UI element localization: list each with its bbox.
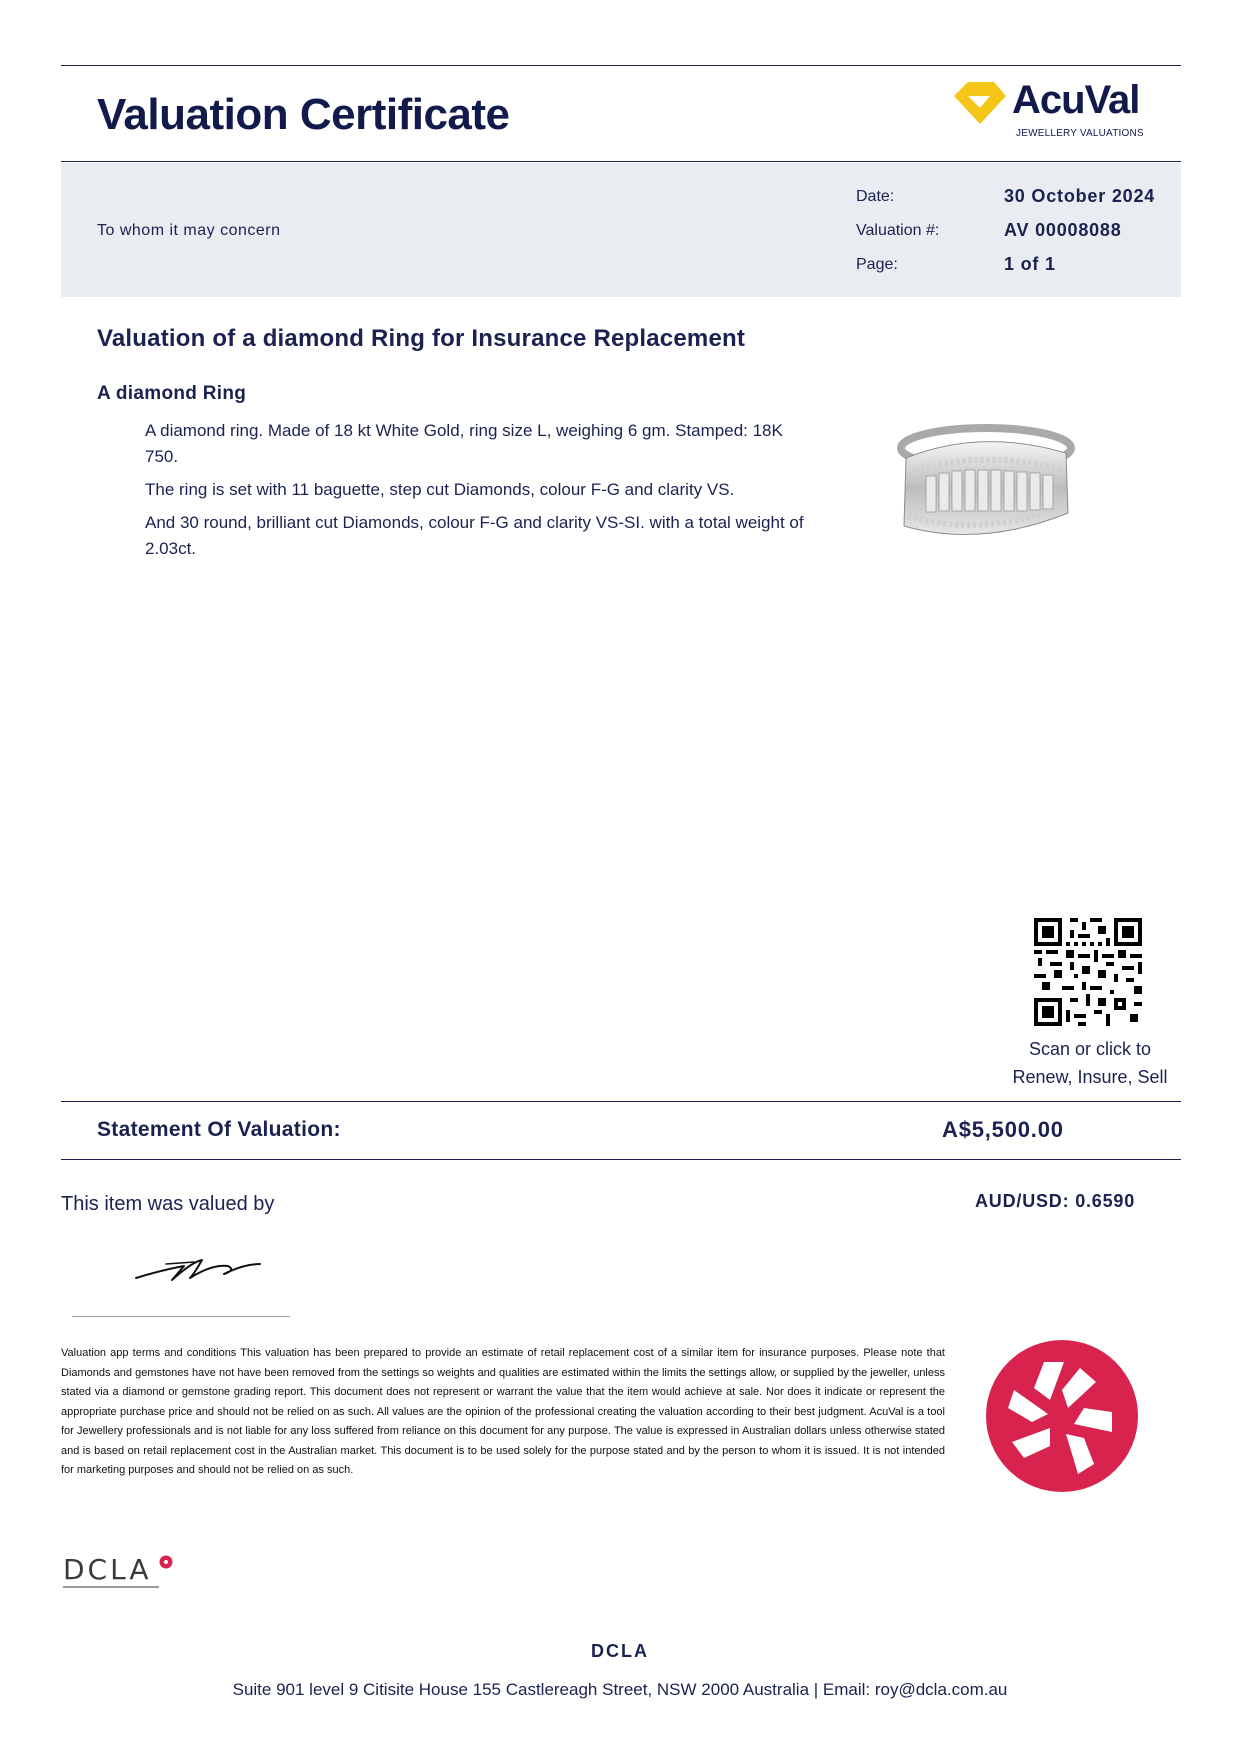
qr-caption (1000, 1035, 1180, 1091)
statement-bottom-divider (61, 1159, 1181, 1160)
dcla-logo-subline (63, 1586, 159, 1588)
statement-top-divider (61, 1101, 1181, 1102)
qr-caption-line: Renew, Insure, Sell (1012, 1067, 1168, 1087)
footer-company: DCLA (591, 1641, 649, 1661)
valued-by-label: This item was valued by (61, 1193, 275, 1215)
brand-tagline: JEWELLERY VALUATIONS (1016, 128, 1144, 139)
description-paragraph: The ring is set with 11 baguette, step cut Diamonds, colour F-G and clarity VS. (145, 480, 735, 499)
page-value: 1 of 1 (1004, 254, 1056, 274)
page-label: Page: (856, 256, 898, 273)
page-title: Valuation Certificate (97, 90, 510, 139)
item-subheading: A diamond Ring (97, 383, 247, 404)
qr-caption-line: Scan or click to (1028, 1039, 1152, 1059)
dcla-seal-icon (984, 1338, 1140, 1494)
header-divider (61, 161, 1181, 162)
acuval-logo-icon (950, 78, 1010, 130)
valuation-number-label: Valuation #: (856, 222, 940, 239)
dcla-logo (63, 1553, 173, 1591)
acuval-logo (950, 78, 1170, 144)
description-paragraph: And 30 round, brilliant cut Diamonds, colour F-G and clarity VS-SI. with a total weight of 2.03ct. (145, 513, 804, 558)
exchange-rate: AUD/USD: 0.6590 (975, 1191, 1136, 1211)
valuation-number-value: AV 00008088 (1004, 220, 1122, 240)
description-paragraph: A diamond ring. Made of 18 kt White Gold, ring size L, weighing 6 gm. Stamped: 18K 750. (145, 421, 783, 466)
date-label: Date: (856, 188, 895, 205)
ring-photo (876, 418, 1078, 564)
date-value: 30 October 2024 (1004, 186, 1156, 206)
recipient-line: To whom it may concern (97, 222, 281, 239)
terms-and-conditions: Valuation app terms and conditions This valuation has been prepared to provide an estimate of retail replacement cost of a similar item for insurance purposes. Please note that Diamonds and gemstones have not have been removed from the settings so weights and qualities are estimated within the limits the settings allow, or supplied by the jeweller, unless stated via a diamond or gemstone grading report. This document does not represent or warrant the value that the item would achieve at sale. Nor does it indicate or represent the appropriate purchase price and should not be relied on as such. All values are the opinion of the professional creating the valuation according to their best judgment. AcuVal is a tool for Jewellery professionals and is not liable for any loss suffered from reliance on this document for any purpose. The value is expressed in Australian dollars unless otherwise stated and is based on retail replacement cost in the Australian market. This document is to be used solely for the purpose stated and by the person to whom it is issued. It is not intended for marketing purposes and should not be relied on as such. (61, 1347, 945, 1476)
statement-value: A$5,500.00 (942, 1117, 1064, 1142)
valuation-heading: Valuation of a diamond Ring for Insurance Replacement (97, 325, 746, 352)
item-description (145, 418, 810, 569)
footer-address: Suite 901 level 9 Citisite House 155 Castlereagh Street, NSW 2000 Australia | Email: roy@dcla.com.au (232, 1680, 1008, 1699)
valuer-signature (132, 1252, 267, 1286)
statement-label: Statement Of Valuation: (97, 1118, 341, 1141)
brand-name: AcuVal (1012, 78, 1140, 122)
signature-line (72, 1316, 290, 1317)
top-divider (61, 65, 1181, 66)
dcla-logo-text: DCLA (63, 1553, 152, 1586)
qr-code[interactable] (1034, 918, 1142, 1026)
dcla-logo-icon (159, 1555, 173, 1569)
